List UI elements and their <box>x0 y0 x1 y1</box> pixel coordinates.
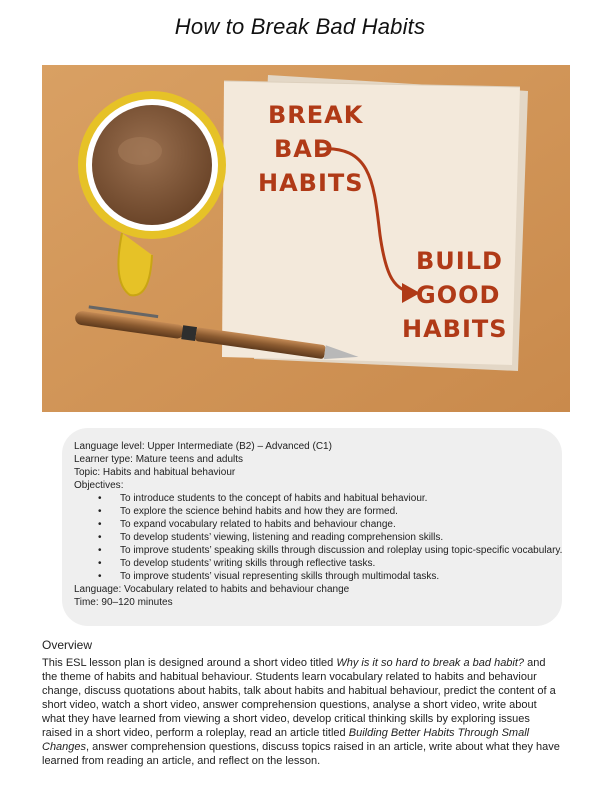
svg-text:BAD: BAD <box>274 135 334 163</box>
learner-type-label: Learner type <box>74 454 131 465</box>
objective-item: • To expand vocabulary related to habits and behaviour change. <box>120 518 562 531</box>
language-level-row <box>74 440 562 453</box>
svg-text:BREAK: BREAK <box>268 101 364 129</box>
language-level-value: : Upper Intermediate (B2) – Advanced (C1) <box>141 441 332 452</box>
time-row <box>74 596 562 609</box>
svg-text:BUILD: BUILD <box>416 247 503 275</box>
overview-paragraph <box>42 656 562 768</box>
topic-label: Topic <box>74 467 98 478</box>
overview-text-part: , answer comprehension questions, discuss topics raised in an article, write about what they have learned from reading an article, and reflect on the lesson. <box>42 741 560 767</box>
hero-photo <box>42 65 570 412</box>
time-value: : 90–120 minutes <box>95 597 173 608</box>
topic-row <box>74 466 562 479</box>
svg-text:HABITS: HABITS <box>258 169 364 197</box>
language-level-label: Language level <box>74 441 142 452</box>
video-title: Why is it so hard to break a bad habit? <box>336 657 525 669</box>
learner-type-row <box>74 453 562 466</box>
article-title: Building Better Habits Through Small Changes <box>42 727 530 753</box>
language-value: : Vocabulary related to habits and behaviour change <box>118 584 350 595</box>
objective-item: • To introduce students to the concept of habits and habitual behaviour. <box>120 492 562 505</box>
overview-heading: Overview <box>42 638 93 652</box>
objectives-row <box>74 479 562 492</box>
svg-text:HABITS: HABITS <box>402 315 508 343</box>
overview-text-part: This ESL lesson plan is designed around a short video titled <box>42 657 337 669</box>
svg-text:GOOD: GOOD <box>416 281 501 309</box>
objective-item: • To develop students’ viewing, listening and reading comprehension skills. <box>120 531 562 544</box>
objectives-list <box>74 492 562 583</box>
objectives-label: Objectives <box>74 480 121 491</box>
objectives-colon: : <box>120 480 124 491</box>
language-label: Language <box>74 584 119 595</box>
lesson-info-box <box>62 428 562 626</box>
objective-item: • To explore the science behind habits and how they are formed. <box>120 505 562 518</box>
topic-value: : Habits and habitual behaviour <box>97 467 236 478</box>
language-row <box>74 583 562 596</box>
page-title: How to Break Bad Habits <box>174 14 426 39</box>
learner-type-value: : Mature teens and adults <box>130 454 244 465</box>
objective-item: • To improve students’ speaking skills through discussion and roleplay using topic-specific vocabulary. <box>120 544 562 557</box>
objective-item: • To improve students’ visual representing skills through multimodal tasks. <box>120 570 562 583</box>
objective-item: • To develop students’ writing skills through reflective tasks. <box>120 557 562 570</box>
time-label: Time <box>74 597 96 608</box>
note-build-good-habits <box>402 247 508 343</box>
overview-text-part: and the theme of habits and habitual behaviour. Students learn vocabulary related to habits and behaviour change, discuss quotations about habits, talk about habits and habitual behaviour, predict the content of a short video, watch a short video, answer comprehension questions, analyse a short video, write about what they have learned from viewing a short video, develop critical thinking skills by exploring issues raised in a short video, perform a roleplay, read an article titled <box>42 657 556 739</box>
